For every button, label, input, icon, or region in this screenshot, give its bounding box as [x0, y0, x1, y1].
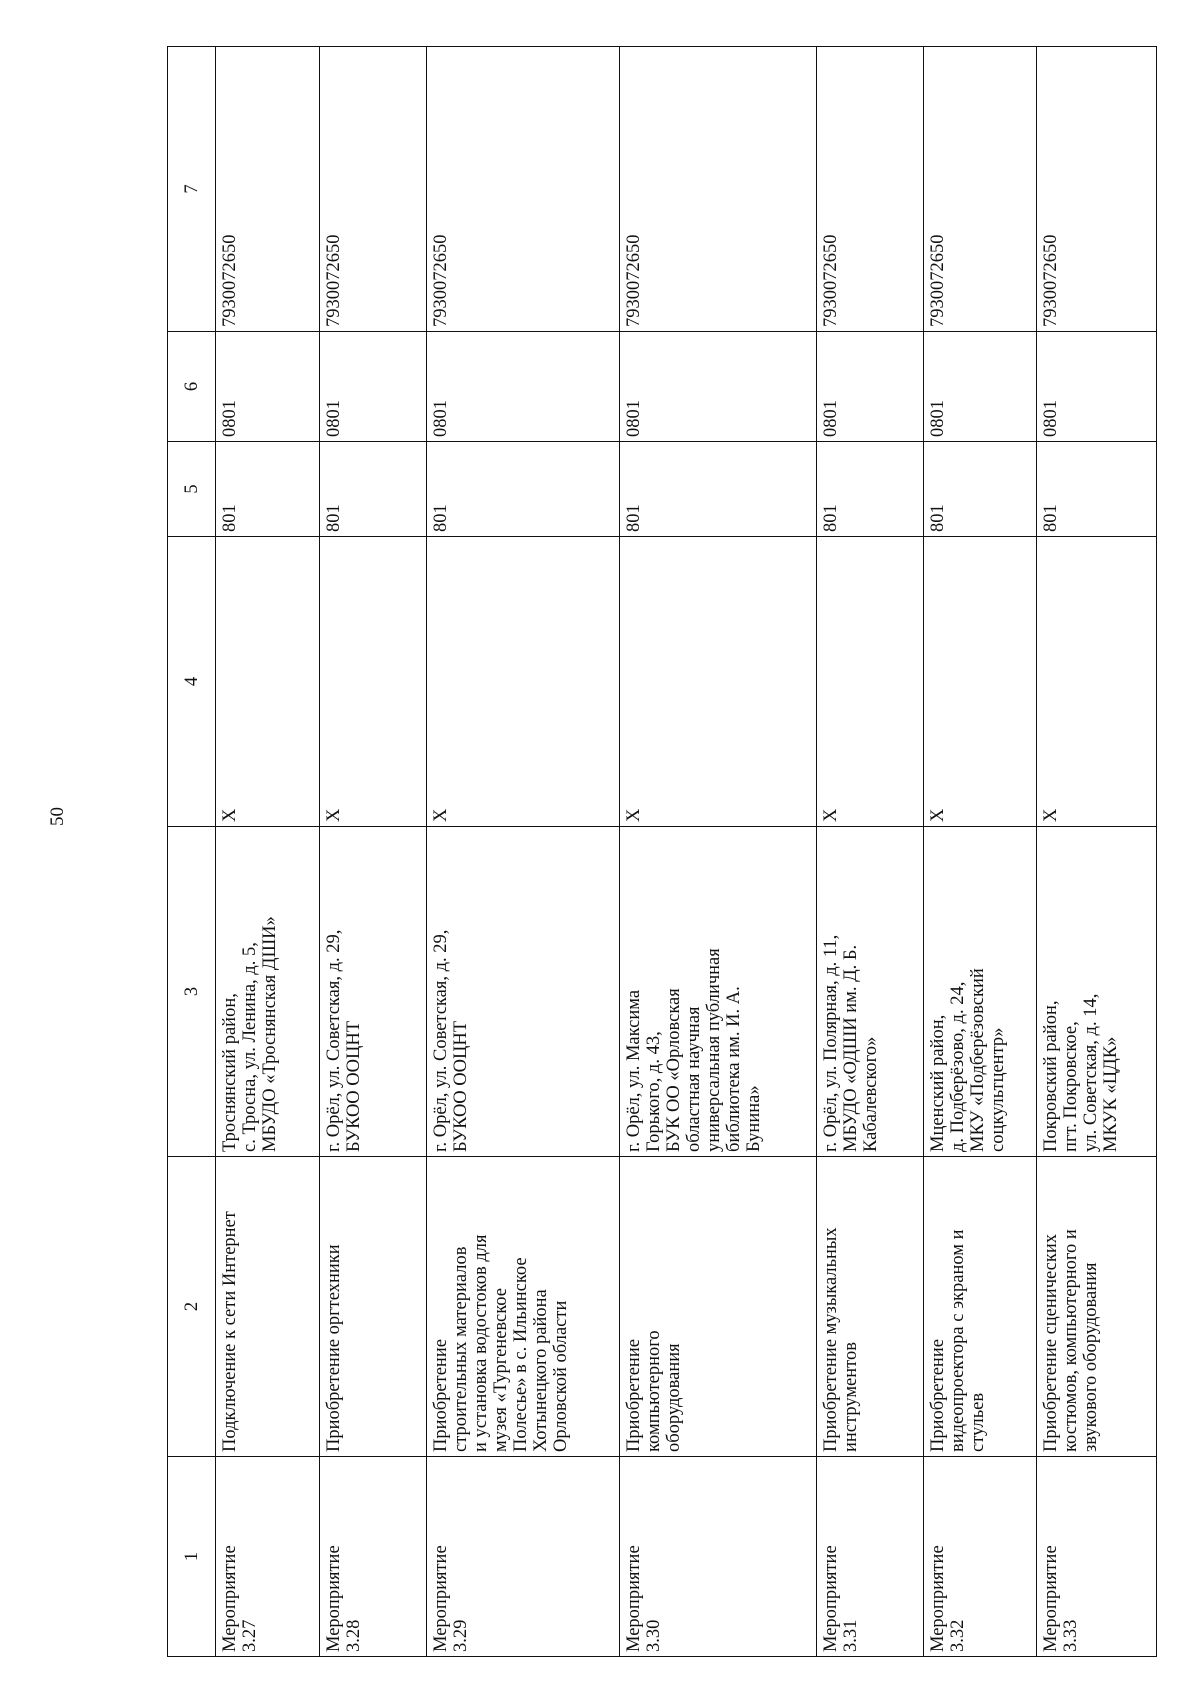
col6-cell: 7930072650	[620, 47, 817, 332]
col3-cell: Х	[427, 537, 620, 827]
description-cell: Приобретение сценических костюмов, компьютерного и звукового оборудования	[1037, 1157, 1157, 1457]
col5-cell: 0801	[427, 332, 620, 442]
col6-cell: 7930072650	[924, 47, 1037, 332]
description-cell: Приобретение видеопроектора с экраном и стульев	[924, 1157, 1037, 1457]
table-row	[924, 47, 1037, 1657]
event-cell: Мероприятие 3.32	[924, 1457, 1037, 1657]
col3-cell: Х	[924, 537, 1037, 827]
header-cell-4: 4	[168, 537, 216, 827]
address-cell: г. Орёл, ул. Советская, д. 29, БУКОО ООЦНТ	[320, 827, 427, 1157]
description-cell: Приобретение строительных материалов и установка водостоков для музея «Тургеневское Полесье» в с. Ильинское Хотынецкого района Орловской области	[427, 1157, 620, 1457]
col4-cell: 801	[1037, 442, 1157, 537]
col6-cell: 7930072650	[320, 47, 427, 332]
page-number: 50	[47, 807, 68, 826]
col3-cell: Х	[1037, 537, 1157, 827]
col5-cell: 0801	[620, 332, 817, 442]
col5-cell: 0801	[924, 332, 1037, 442]
table-row	[817, 47, 924, 1657]
description-cell: Подключение к сети Интернет	[216, 1157, 320, 1457]
table-row	[620, 47, 817, 1657]
address-cell: г. Орёл, ул. Полярная, д. 11, МБУДО «ОДШИ им. Д. Б. Кабалевского»	[817, 827, 924, 1157]
col5-cell: 0801	[817, 332, 924, 442]
col6-cell: 7930072650	[1037, 47, 1157, 332]
col4-cell: 801	[620, 442, 817, 537]
header-cell-2: 2	[168, 1157, 216, 1457]
header-cell-3: 3	[168, 827, 216, 1157]
col4-cell: 801	[216, 442, 320, 537]
event-cell: Мероприятие 3.29	[427, 1457, 620, 1657]
event-cell: Мероприятие 3.33	[1037, 1457, 1157, 1657]
table-row	[1037, 47, 1157, 1657]
col4-cell: 801	[924, 442, 1037, 537]
event-cell: Мероприятие 3.28	[320, 1457, 427, 1657]
event-cell: Мероприятие 3.30	[620, 1457, 817, 1657]
col5-cell: 0801	[1037, 332, 1157, 442]
col5-cell: 0801	[320, 332, 427, 442]
table-container	[167, 47, 1121, 1657]
address-cell: Покровский район, пгт. Покровское, ул. Советская, д. 14, МКУК «ЦДК»	[1037, 827, 1157, 1157]
address-cell: г. Орёл, ул. Максима Горького, д. 43, БУК ОО «Орловская областная научная универсальная публичная библиотека им. И. А. Бунина»	[620, 827, 817, 1157]
col6-cell: 7930072650	[427, 47, 620, 332]
address-cell: Мценский район, д. Подберёзово, д. 24, МКУ «Подберёзовский соцкультцентр»	[924, 827, 1037, 1157]
col4-cell: 801	[817, 442, 924, 537]
table-row	[427, 47, 620, 1657]
events-table	[167, 46, 1157, 1657]
description-cell: Приобретение оргтехники	[320, 1157, 427, 1457]
event-cell: Мероприятие 3.31	[817, 1457, 924, 1657]
header-cell-5: 5	[168, 442, 216, 537]
col4-cell: 801	[320, 442, 427, 537]
col3-cell: Х	[320, 537, 427, 827]
col3-cell: Х	[817, 537, 924, 827]
table-row	[320, 47, 427, 1657]
col6-cell: 7930072650	[817, 47, 924, 332]
address-cell: г. Орёл, ул. Советская, д. 29, БУКОО ООЦНТ	[427, 827, 620, 1157]
event-cell: Мероприятие 3.27	[216, 1457, 320, 1657]
description-cell: Приобретение компьютерного оборудования	[620, 1157, 817, 1457]
header-cell-1: 1	[168, 1457, 216, 1657]
col3-cell: Х	[216, 537, 320, 827]
header-cell-6: 6	[168, 332, 216, 442]
description-cell: Приобретение музыкальных инструментов	[817, 1157, 924, 1457]
col4-cell: 801	[427, 442, 620, 537]
header-row	[168, 47, 216, 1657]
col3-cell: Х	[620, 537, 817, 827]
col5-cell: 0801	[216, 332, 320, 442]
header-cell-7: 7	[168, 47, 216, 332]
address-cell: Троснянский район, с. Тросна, ул. Ленина, д. 5, МБУДО «Троснянская ДШИ»	[216, 827, 320, 1157]
table-row	[216, 47, 320, 1657]
col6-cell: 7930072650	[216, 47, 320, 332]
